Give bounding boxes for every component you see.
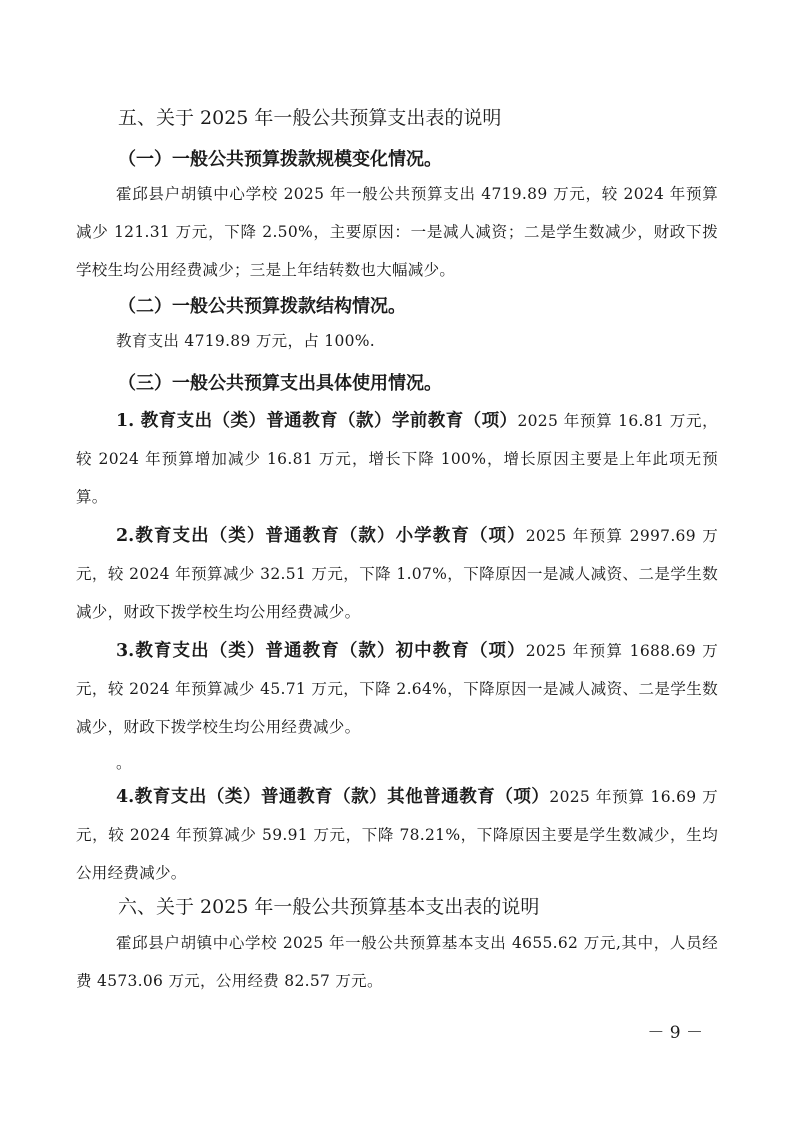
item-2-paragraph xyxy=(76,517,718,631)
item-1-paragraph xyxy=(76,402,718,516)
section5-sub1-heading: （一）一般公共预算拨款规模变化情况。 xyxy=(118,149,442,170)
item-1-lead: 1. 教育支出（类）普通教育（款）学前教育（项） xyxy=(116,411,518,431)
section5-title: 五、关于 2025 年一般公共预算支出表的说明 xyxy=(118,107,502,129)
item-4-lead: 4.教育支出（类）普通教育（款）其他普通教育（项） xyxy=(116,787,550,807)
item-3-lead: 3.教育支出（类）普通教育（款）初中教育（项） xyxy=(116,641,526,661)
section6-title: 六、关于 2025 年一般公共预算基本支出表的说明 xyxy=(118,896,540,918)
item-3-paragraph xyxy=(76,632,718,746)
page-number: － 9 － xyxy=(647,1023,703,1043)
section5-sub3-heading: （三）一般公共预算支出具体使用情况。 xyxy=(118,373,442,394)
item-3-text: 2025 年预算 1688.69 万元，较 2024 年预算减少 45.71 万元，下降 2.64%，下降原因一是减人减资、二是学生数减少，财政下拨学校生均公用经费减少。 xyxy=(76,642,718,736)
section5-sub1-text: 霍邱县户胡镇中心学校 2025 年一般公共预算支出 4719.89 万元，较 2024 年预算减少 121.31 万元，下降 2.50%，主要原因：一是减人减资；二是学生数减少，财政下拨学校生均公用经费减少；三是上年结转数也大幅减少。 xyxy=(76,185,718,279)
item-2-lead: 2.教育支出（类）普通教育（款）小学教育（项） xyxy=(116,526,526,546)
item-1-text: 2025 年预算 16.81 万元，较 2024 年预算增加减少 16.81 万元，增长下降 100%，增长原因主要是上年此项无预算。 xyxy=(76,412,718,506)
section5-sub2-text: 教育支出 4719.89 万元，占 100%. xyxy=(116,332,376,350)
item-2-text: 2025 年预算 2997.69 万元，较 2024 年预算减少 32.51 万元，下降 1.07%，下降原因一是减人减资、二是学生数减少，财政下拨学校生均公用经费减少。 xyxy=(76,527,718,621)
section5-sub2-heading: （二）一般公共预算拨款结构情况。 xyxy=(118,296,406,317)
stray-mark: 。 xyxy=(116,754,132,772)
item-4-paragraph xyxy=(76,778,718,892)
section6-text: 霍邱县户胡镇中心学校 2025 年一般公共预算基本支出 4655.62 万元,其中，人员经费 4573.06 万元，公用经费 82.57 万元。 xyxy=(76,934,718,990)
item-4-text: 2025 年预算 16.69 万元，较 2024 年预算减少 59.91 万元，下降 78.21%，下降原因主要是学生数减少，生均公用经费减少。 xyxy=(76,788,718,882)
